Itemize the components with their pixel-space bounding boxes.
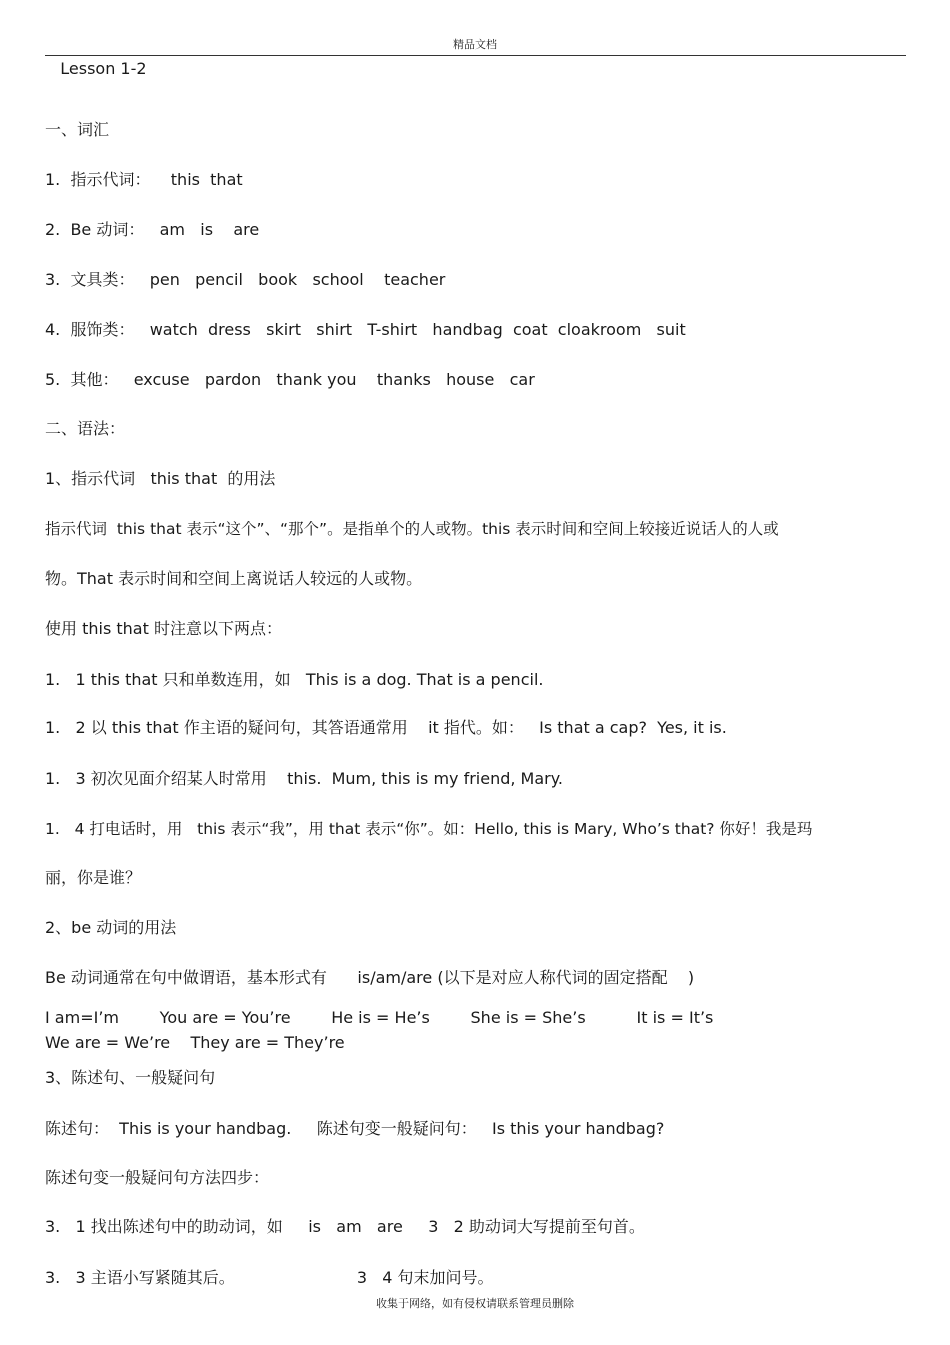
section-vocab-heading: 一、词汇 bbox=[45, 120, 110, 139]
rule-item-1-1: 1. 1 this that 只和单数连用，如 This is a dog. That is a pencil. bbox=[45, 670, 544, 689]
paragraph-line: 使用 this that 时注意以下两点： bbox=[45, 619, 282, 638]
vocab-item-5: 5. 其他： excuse pardon thank you thanks house car bbox=[45, 370, 535, 389]
page-footer: 收集于网络，如有侵权请联系管理员删除 bbox=[376, 1297, 574, 1310]
grammar-sub-3-heading: 3、陈述句、一般疑问句 bbox=[45, 1068, 216, 1087]
vocab-item-4: 4. 服饰类： watch dress skirt shirt T-shirt handbag coat cloakroom suit bbox=[45, 320, 686, 339]
rule-item-1-3: 1. 3 初次见面介绍某人时常用 this. Mum, this is my friend, Mary. bbox=[45, 769, 564, 788]
paragraph-line: 陈述句变一般疑问句方法四步： bbox=[45, 1168, 270, 1187]
example-line: 陈述句： This is your handbag. 陈述句变一般疑问句： Is this your handbag? bbox=[45, 1119, 665, 1138]
step-line-2: 3. 3 主语小写紧随其后。 3 4 句末加问号。 bbox=[45, 1268, 494, 1287]
lesson-title: Lesson 1-2 bbox=[45, 59, 147, 78]
rule-item-1-2: 1. 2 以 this that 作主语的疑问句，其答语通常用 it 指代。如： Is that a cap? Yes, it is. bbox=[45, 718, 727, 737]
contraction-line-1: I am=I’m You are = You’re He is = He’s She is = She’s It is = It’s bbox=[45, 1008, 714, 1027]
header-rule bbox=[45, 55, 906, 56]
paragraph-line: 物。That 表示时间和空间上离说话人较远的人或物。 bbox=[45, 569, 423, 588]
paragraph-line: Be 动词通常在句中做谓语，基本形式有 is/am/are (以下是对应人称代词的固定搭配 ) bbox=[45, 968, 695, 987]
section-grammar-heading: 二、语法： bbox=[45, 419, 126, 438]
page-header: 精品文档 bbox=[453, 38, 497, 51]
paragraph-line: 丽，你是谁？ bbox=[45, 868, 142, 887]
vocab-item-3: 3. 文具类： pen pencil book school teacher bbox=[45, 270, 446, 289]
contraction-line-2: We are = We’re They are = They’re bbox=[45, 1033, 345, 1052]
paragraph-line: 指示代词 this that 表示“这个”、“那个”。是指单个的人或物。this 表示时间和空间上较接近说话人的人或 bbox=[45, 520, 779, 538]
grammar-sub-2-heading: 2、be 动词的用法 bbox=[45, 918, 177, 937]
grammar-sub-1-heading: 1、指示代词 this that 的用法 bbox=[45, 469, 276, 488]
vocab-item-2: 2. Be 动词： am is are bbox=[45, 220, 260, 239]
vocab-item-1: 1. 指示代词： this that bbox=[45, 170, 243, 189]
rule-item-1-4: 1. 4 打电话时，用 this 表示“我”，用 that 表示“你”。如：Hello, this is Mary, Who’s that? 你好！我是玛 bbox=[45, 820, 813, 838]
step-line-1: 3. 1 找出陈述句中的助动词，如 is am are 3 2 助动词大写提前至句首。 bbox=[45, 1217, 645, 1236]
